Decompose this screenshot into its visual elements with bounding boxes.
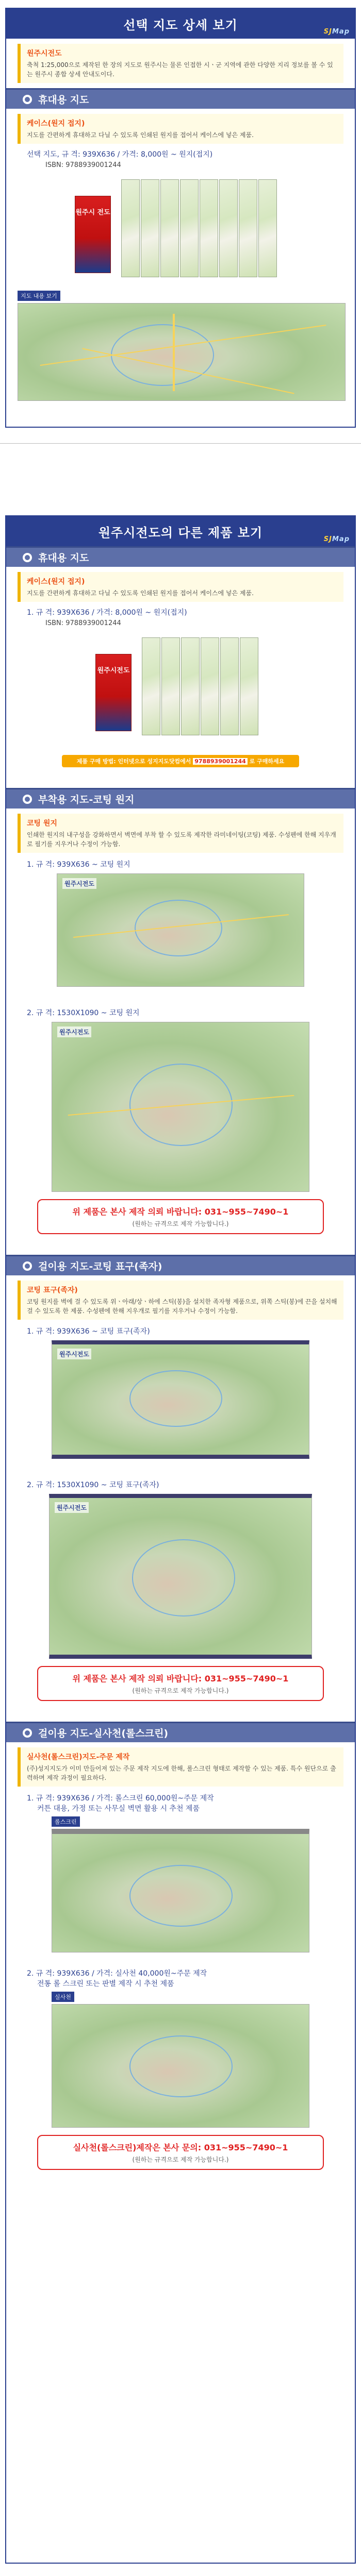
detail-preview-label: 지도 내용 보기: [18, 291, 60, 301]
spec-line: 선택 지도, 규 격: 939X636 / 가격: 8,000원 ~ 원지(접지): [27, 150, 213, 159]
map-panel: [240, 637, 258, 735]
band-framed-map: [6, 1255, 355, 1275]
map-panel: [181, 637, 200, 735]
frame-title: 코팅 표구(족자): [27, 1286, 78, 1295]
case-body: 지도를 간편하게 휴대하고 다닐 수 있도록 인쇄된 원지를 접어서 케이스에 넣은 제품.: [27, 131, 254, 139]
alert-text: 실사천(롤스크린)제작은 본사 문의: 031~955~7490~1: [73, 2143, 288, 2153]
case-note: [18, 114, 343, 144]
map-panel: [142, 637, 160, 735]
circle-bullet-icon: [23, 1261, 32, 1271]
coat-spec-1: 1. 규 격: 939X636 ~ 코팅 원지: [27, 861, 130, 869]
other-products-title: 원주시전도의 다른 제품 보기: [98, 525, 263, 540]
coat-body: 인쇄한 원지의 내구성을 강화하면서 벽면에 부착 할 수 있도록 제작한 라미네이팅(코팅) 제품. 수성펜에 한해 지우개로 필기를 지우거나 수정이 가능함.: [27, 831, 336, 848]
map-panel: [180, 179, 199, 277]
band-portable-map: [6, 88, 355, 109]
frame-spec-1: 1. 규 격: 939X636 ~ 코팅 표구(족자): [27, 1327, 150, 1336]
purchase-info-bar: 제품 구매 방법: 인터넷으로 성지지도닷컴에서 9788939001244 로 구매하세요: [62, 755, 299, 767]
band-roll-screen: [6, 1722, 355, 1742]
band-label: 걸이용 지도-실사천(롤스크린): [38, 1728, 169, 1740]
alert-subtext: (원하는 규격으로 제작 가능합니다.): [132, 2156, 229, 2164]
map-panel: [160, 179, 179, 277]
roll-screen-image: [52, 1829, 309, 1952]
band-portable-map: [6, 546, 355, 567]
map-panel: [220, 637, 239, 735]
roll-title: 실사천(롤스크린)지도-주문 제작: [27, 1753, 130, 1762]
map-panel: [201, 637, 219, 735]
note-title: 원주시전도: [27, 49, 62, 58]
roll-spec-2: 2. 규 격: 939X636 / 가격: 실사천 40,000원~주문 제작 전통 롤 스크린 또는 판별 제작 시 추천 제품: [27, 1969, 207, 1989]
detail-map-image: [18, 303, 346, 401]
case-note: [18, 572, 343, 602]
map-panel: [219, 179, 238, 277]
detail-preview: [18, 291, 343, 401]
order-alert: [37, 1666, 324, 1701]
frame-body: 코팅 원지를 벽에 걸 수 있도록 위ㆍ아래/상ㆍ하에 스틱(봉)을 설치한 족자형 제품으로, 위쪽 스틱(봉)에 끈을 설치해 걸 수 있도록 한 제품. 수성펜에 한해 지우개로 필기를 지우거나 수정이 가능함.: [27, 1298, 337, 1315]
detail-section-title: 선택 지도 상세 보기: [123, 18, 238, 32]
circle-bullet-icon: [23, 1728, 32, 1738]
roll-screen-tag: 롤스크린: [52, 1816, 80, 1827]
circle-bullet-icon: [23, 95, 32, 104]
circle-bullet-icon: [23, 553, 32, 562]
order-alert: [37, 2135, 324, 2170]
map-panel: [161, 637, 180, 735]
sjmap-logo: SJMap: [323, 535, 350, 543]
coat-title: 코팅 원지: [27, 819, 57, 828]
folded-map-image: [75, 633, 286, 752]
spec-block: [27, 149, 334, 171]
frame-note: [18, 1281, 343, 1320]
alert-subtext: (원하는 규격으로 제작 가능합니다.): [132, 1687, 229, 1695]
coated-map-large-image: 원주시전도: [52, 1022, 309, 1192]
roll-spec-1: 1. 규 격: 939X636 / 가격: 롤스크린 60,000원~주문 제작 커튼 대용, 가정 또는 사무실 벽면 활용 시 추천 제품: [27, 1794, 214, 1813]
detail-section: [5, 8, 356, 428]
fabric-preview: [52, 1992, 309, 2128]
isbn-text: ISBN: 9788939001244: [45, 619, 121, 628]
alert-text: 위 제품은 본사 제작 의뢰 바랍니다: 031~955~7490~1: [72, 1674, 289, 1684]
spec-line: 1. 규 격: 939X636 / 가격: 8,000원 ~ 원지(접지): [27, 609, 187, 617]
coat-note: [18, 814, 343, 853]
alert-text: 위 제품은 본사 제작 의뢰 바랍니다: 031~955~7490~1: [72, 1207, 289, 1217]
folded-map-image: [75, 175, 286, 283]
order-alert: [37, 1199, 324, 1234]
band-label: 휴대용 지도: [38, 552, 89, 564]
band-label: 부착용 지도-코팅 원지: [38, 794, 135, 806]
fabric-tag: 실사천: [52, 1992, 74, 2002]
band-label: 걸이용 지도-코팅 표구(족자): [38, 1261, 162, 1273]
detail-section-header: [6, 9, 355, 39]
roll-note: [18, 1747, 343, 1787]
framed-map-small-image: 원주시전도: [52, 1340, 309, 1459]
map-panel: [258, 179, 277, 277]
frame-spec-2: 2. 규 격: 1530X1090 ~ 코팅 표구(족자): [27, 1481, 159, 1490]
roll-body: (주)성지지도가 이미 만들어져 있는 주문 제작 지도에 한해, 롤스크린 형태로 제작할 수 있는 제품. 특수 원단으로 출력하며 제작 과정이 필요하다.: [27, 1765, 336, 1782]
sjmap-logo: SJMap: [323, 28, 350, 36]
map-cover-image: 원주시전도: [95, 654, 132, 731]
other-products-header: [6, 516, 355, 546]
note-body: 축척 1:25,000으로 제작된 한 장의 지도로 원주시는 물론 인접한 시ㆍ군 지역에 관한 다양한 지리 정보를 볼 수 있는 원주시 종합 상세 안내도이다.: [27, 61, 333, 78]
spec-block: [27, 607, 334, 629]
circle-bullet-icon: [23, 795, 32, 804]
map-panel: [121, 179, 140, 277]
coated-map-small-image: 원주시전도: [57, 873, 304, 987]
band-label: 휴대용 지도: [38, 94, 89, 106]
case-body: 지도를 간편하게 휴대하고 다닐 수 있도록 인쇄된 원지를 접어서 케이스에 넣은 제품.: [27, 590, 254, 597]
map-panel: [200, 179, 218, 277]
map-panel: [141, 179, 159, 277]
other-products-section: [5, 515, 356, 2564]
coat-spec-2: 2. 규 격: 1530X1090 ~ 코팅 원지: [27, 1009, 140, 1018]
framed-map-large-image: 원주시전도: [49, 1494, 312, 1659]
product-intro-note: [18, 44, 343, 83]
fabric-map-image: [52, 2004, 309, 2128]
isbn-text: ISBN: 9788939001244: [45, 161, 121, 170]
map-cover-image: 원주시 전도: [75, 196, 111, 273]
section-divider: [0, 443, 361, 444]
band-coated-map: [6, 788, 355, 809]
case-title: 케이스(원지 접지): [27, 120, 85, 128]
alert-subtext: (원하는 규격으로 제작 가능합니다.): [132, 1220, 229, 1228]
map-panel: [239, 179, 257, 277]
roll-screen-preview: [52, 1816, 309, 1952]
case-title: 케이스(원지 접지): [27, 578, 85, 586]
